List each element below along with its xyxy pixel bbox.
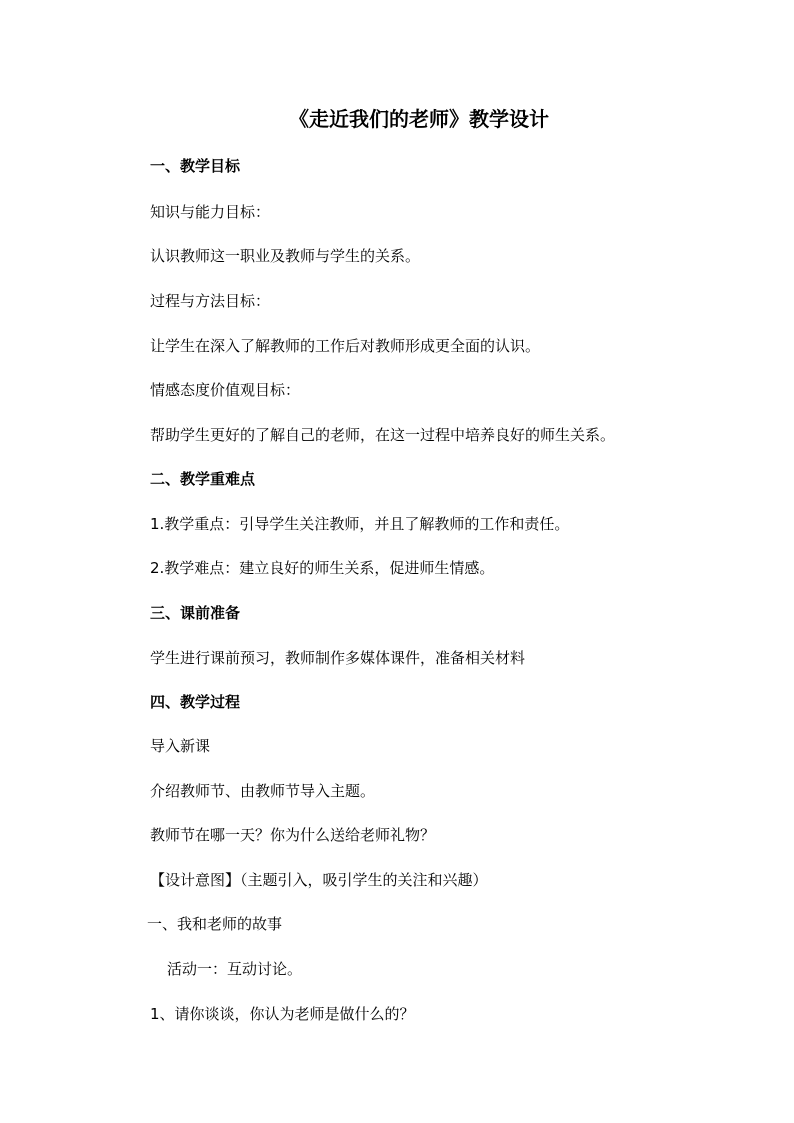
paragraph-design-intent: 【设计意图】（主题引入，吸引学生的关注和兴趣）	[150, 871, 488, 889]
document-title: 《走近我们的老师》教学设计	[289, 107, 549, 131]
paragraph-process-goal-label: 过程与方法目标：	[150, 292, 271, 310]
paragraph-knowledge-goal-label: 知识与能力目标：	[150, 203, 271, 221]
paragraph-preparation: 学生进行课前预习，教师制作多媒体课件，准备相关材料	[150, 649, 526, 667]
paragraph-story-heading: 一、我和老师的故事	[147, 915, 283, 933]
section-heading-key-points: 二、教学重难点	[150, 470, 256, 488]
paragraph-introduction-label: 导入新课	[150, 737, 211, 755]
section-heading-preparation: 三、课前准备	[150, 604, 241, 622]
paragraph-introduction: 介绍教师节、由教师节导入主题。	[150, 782, 376, 800]
paragraph-emotion-goal-label: 情感态度价值观目标：	[150, 381, 301, 399]
paragraph-knowledge-goal: 认识教师这一职业及教师与学生的关系。	[150, 247, 421, 265]
paragraph-emotion-goal: 帮助学生更好的了解自己的老师，在这一过程中培养良好的师生关系。	[150, 426, 616, 444]
paragraph-question: 教师节在哪一天？你为什么送给老师礼物？	[150, 826, 436, 844]
paragraph-process-goal: 让学生在深入了解教师的工作后对教师形成更全面的认识。	[150, 337, 541, 355]
section-heading-teaching-goals: 一、教学目标	[150, 157, 241, 175]
paragraph-discussion-question: 1、请你谈谈，你认为老师是做什么的？	[150, 1005, 415, 1023]
section-heading-teaching-process: 四、教学过程	[150, 693, 241, 711]
paragraph-difficult-point: 2.教学难点：建立良好的师生关系，促进师生情感。	[150, 559, 495, 577]
paragraph-activity-one: 活动一：互动讨论。	[167, 960, 303, 978]
paragraph-key-point: 1.教学重点：引导学生关注教师，并且了解教师的工作和责任。	[150, 515, 570, 533]
